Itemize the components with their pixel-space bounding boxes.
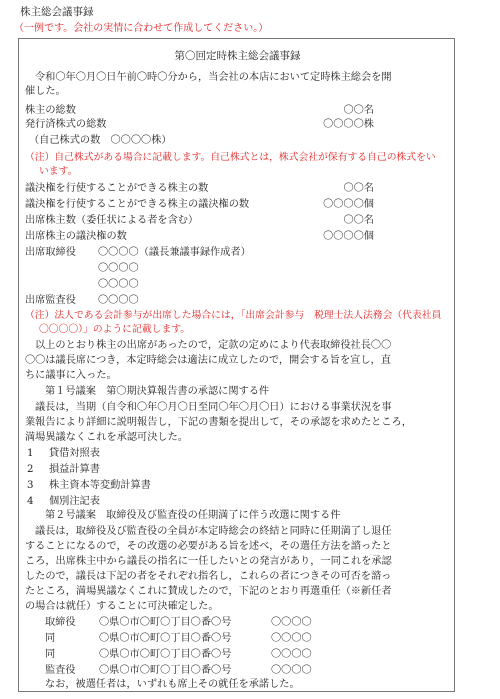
document-number: 3	[27, 480, 34, 491]
opening-line: 以上のとおり株主の出席があったので，定款の定めにより代表取締役社長〇〇	[35, 340, 392, 351]
item2-text: たところ，満場異議なくこれに賛成したので，下記のとおり再選重任（※新任者	[25, 586, 392, 597]
advisor-note: 〇〇〇〇）」のように記載します。	[39, 324, 191, 335]
shareholders-total-value: 〇〇名	[343, 105, 374, 116]
intro-line: 令和〇年〇月〇日午前〇時〇分から，当会社の本店において定時株主総会を開	[35, 72, 392, 83]
document-number: 1	[27, 448, 34, 459]
officer-address: 〇県〇市〇町〇丁目〇番〇号	[99, 665, 232, 676]
document-name: 損益計算書	[49, 464, 100, 475]
officer-name: 〇〇〇〇	[271, 617, 312, 628]
auditor-name: 〇〇〇〇	[98, 295, 139, 306]
shares-issued-label: 発行済株式の総数	[25, 119, 107, 130]
treasury-shares: （自己株式の数 〇〇〇〇株）	[29, 135, 172, 146]
document-number: 2	[27, 464, 34, 475]
director-name: 〇〇〇〇	[98, 279, 139, 290]
officer-role: 監査役	[45, 665, 76, 676]
opening-line: ちに議事に入った。	[25, 370, 117, 381]
officer-address: 〇県〇市〇町〇丁目〇番〇号	[99, 649, 232, 660]
minutes-title: 第〇回定時株主総会議事録	[174, 50, 301, 62]
officer-name: 〇〇〇〇	[271, 633, 312, 644]
document-number: 4	[27, 496, 34, 507]
item2-text: することになるので，その改選の必要がある旨を述べ，その選任方法を諮ったと	[25, 541, 392, 552]
item2-text: したので，議長は下記の者をそれぞれ指名し，これらの者につきその可否を諮っ	[25, 571, 392, 582]
officer-name: 〇〇〇〇	[271, 665, 312, 676]
attending-rights-value: 〇〇〇〇個	[323, 231, 374, 242]
item2-text: ころ，出席株主中から議長の指名に一任したいとの発言があり，一同これを承認	[25, 556, 392, 567]
officer-name: 〇〇〇〇	[271, 649, 312, 660]
item1-text: 業報告により詳細に説明報告し，下記の書類を提出して，その承認を求めたところ，	[25, 417, 412, 428]
voting-holders-value: 〇〇名	[343, 183, 374, 194]
voting-rights-label: 議決権を行使することができる株主の議決権の数	[25, 199, 250, 210]
attending-holders-value: 〇〇名	[343, 215, 374, 226]
item1-title: 第１号議案 第〇期決算報告書の承認に関する件	[45, 386, 270, 397]
intro-line: 催した。	[25, 86, 66, 97]
treasury-note: います。	[39, 166, 78, 177]
officer-role: 同	[45, 649, 56, 660]
officer-role: 取締役	[45, 617, 76, 628]
director-name: 〇〇〇〇	[98, 263, 139, 274]
minutes-document	[18, 38, 455, 692]
page-title: 株主総会議事録	[20, 6, 94, 18]
shareholders-total-label: 株主の総数	[25, 105, 76, 116]
document-name: 個別注記表	[49, 496, 100, 507]
treasury-note: （注）自己株式がある場合に記載します。自己株式とは，株式会社が保有する自己の株式をい	[25, 152, 436, 163]
item1-text: 満場異議なくこれを承認可決した。	[25, 432, 188, 443]
officer-address: 〇県〇市〇町〇丁目〇番〇号	[99, 617, 232, 628]
officer-address: 〇県〇市〇町〇丁目〇番〇号	[99, 633, 232, 644]
item1-text: 議長は，当期（自令和〇年〇月〇日至同〇年〇月〇日）における事業状況を事	[35, 402, 392, 413]
item2-text: の場合は就任）することに可決確定した。	[25, 601, 219, 612]
voting-holders-label: 議決権を行使することができる株主の数	[25, 183, 209, 194]
advisor-note: （注）法人である会計参与が出席した場合には，「出席会計参与 税理士法人法務会（代表社員	[25, 310, 442, 321]
example-note: （一例です。会社の実情に合わせて作成してください。）	[14, 23, 269, 34]
attending-rights-label: 出席株主の議決権の数	[25, 231, 127, 242]
directors-label: 出席取締役	[25, 247, 76, 258]
officer-role: 同	[45, 633, 56, 644]
attending-holders-label: 出席株主数（委任状による者を含む）	[25, 215, 199, 226]
opening-line: 〇〇は議長席につき，本定時総会は適法に成立したので，開会する旨を宣し，直	[25, 355, 391, 366]
closing-line: なお，被選任者は，いずれも席上その就任を承諾した。	[45, 679, 300, 690]
document-name: 株主資本等変動計算書	[49, 480, 151, 491]
item2-title: 第２号議案 取締役及び監査役の任期満了に伴う改選に関する件	[45, 510, 341, 521]
voting-rights-value: 〇〇〇〇個	[323, 199, 374, 210]
document-name: 貸借対照表	[49, 448, 100, 459]
auditor-label: 出席監査役	[25, 295, 76, 306]
shares-issued-value: 〇〇〇〇株	[323, 119, 374, 130]
item2-text: 議長は，取締役及び監査役の全員が本定時総会の終結と同時に任期満了し退任	[35, 526, 392, 537]
director-name: 〇〇〇〇（議長兼議事録作成者）	[98, 247, 251, 258]
